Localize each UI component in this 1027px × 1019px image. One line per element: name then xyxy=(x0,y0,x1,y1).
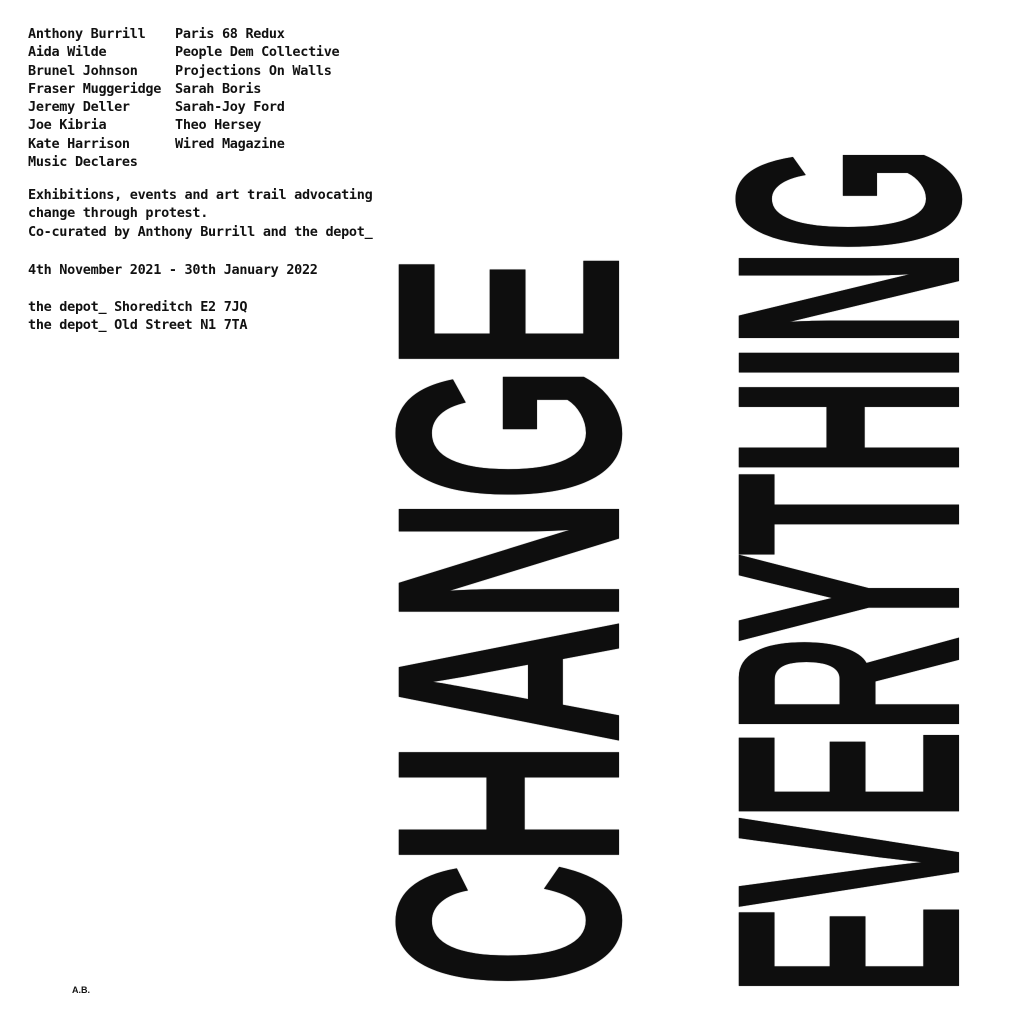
description-line: Exhibitions, events and art trail advocating xyxy=(28,187,373,203)
venue-address: the depot_ Shoreditch E2 7JQ xyxy=(28,299,248,315)
artist-name: Brunel Johnson xyxy=(28,62,138,79)
artist-name: Paris 68 Redux xyxy=(175,26,285,42)
artist-name: Theo Hersey xyxy=(175,117,262,134)
event-dates: 4th November 2021 - 30th January 2022 xyxy=(28,262,318,278)
artist-name: Aida Wilde xyxy=(28,44,107,61)
artist-name: Anthony Burrill xyxy=(28,26,146,42)
headline-everything: EVERYTHING xyxy=(669,149,1027,995)
artist-name: Kate Harrison xyxy=(28,135,130,152)
artist-name: Joe Kibria xyxy=(28,117,107,134)
signature-initials: A.B. xyxy=(72,985,90,995)
venue-address: the depot_ Old Street N1 7TA xyxy=(28,317,248,334)
description-line: Co-curated by Anthony Burrill and the depot_ xyxy=(28,223,373,240)
artist-name: Projections On Walls xyxy=(175,62,332,79)
artist-name: People Dem Collective xyxy=(175,44,340,61)
headline-change: CHANGE xyxy=(329,258,687,988)
artist-name: Fraser Muggeridge xyxy=(28,80,162,97)
artist-name: Sarah Boris xyxy=(175,80,262,97)
artist-name: Wired Magazine xyxy=(175,135,285,152)
description-line: change through protest. xyxy=(28,205,209,222)
artist-name: Sarah-Joy Ford xyxy=(175,99,285,116)
artist-name: Jeremy Deller xyxy=(28,99,130,116)
artist-name: Music Declares xyxy=(28,154,138,171)
